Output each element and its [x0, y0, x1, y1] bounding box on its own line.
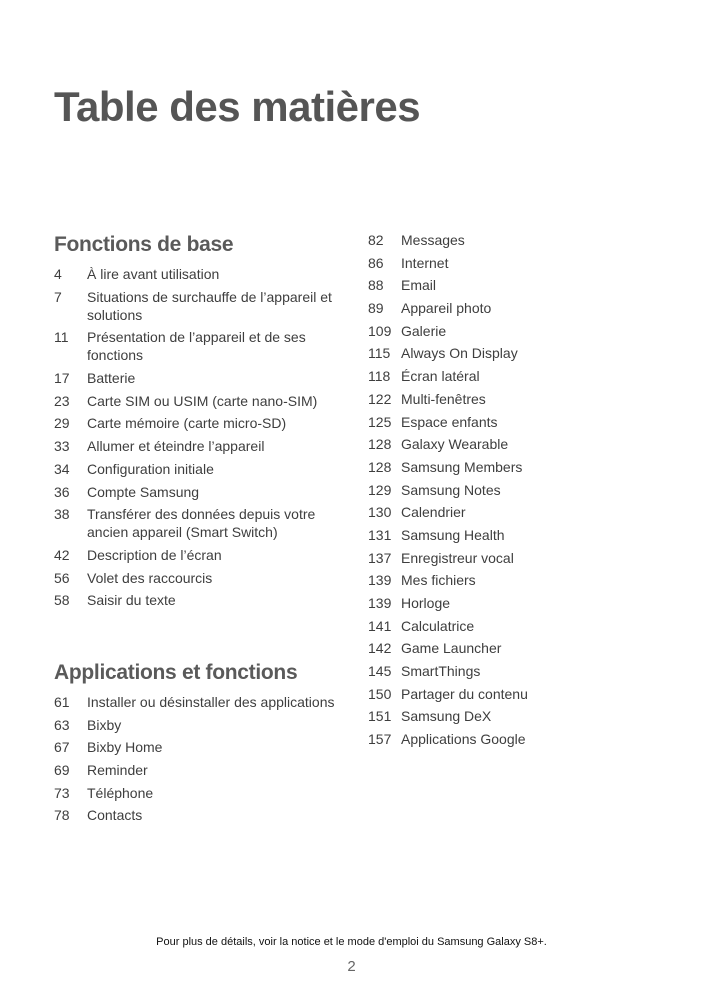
toc-entry-label: Compte Samsung [87, 483, 200, 500]
toc-entry-page-number: 128 [368, 458, 392, 475]
toc-entry[interactable] [368, 685, 668, 703]
toc-list-fonctions-de-base [54, 265, 344, 609]
toc-entry[interactable] [54, 569, 344, 587]
toc-entry-page-number: 36 [54, 483, 70, 500]
toc-entry-label: Samsung Members [401, 458, 523, 475]
toc-entry[interactable] [54, 392, 344, 410]
toc-entry-label: Partager du contenu [401, 685, 528, 702]
toc-entry-page-number: 34 [54, 460, 70, 477]
toc-entry-page-number: 61 [54, 693, 70, 710]
toc-entry-page-number: 145 [368, 663, 392, 680]
toc-entry-label: Allumer et éteindre l’appareil [87, 438, 265, 455]
toc-entry-page-number: 23 [54, 392, 70, 409]
toc-entry-page-number: 109 [368, 322, 392, 339]
toc-entry-page-number: 128 [368, 436, 392, 453]
toc-entry-page-number: 130 [368, 504, 392, 521]
toc-entry-page-number: 58 [54, 592, 70, 609]
toc-entry[interactable] [368, 435, 668, 453]
page-title: Table des matières [54, 83, 421, 130]
toc-entry[interactable] [54, 414, 344, 432]
toc-entry-page-number: 157 [368, 731, 392, 748]
toc-entry-page-number: 78 [54, 807, 70, 824]
toc-entry[interactable] [54, 288, 344, 324]
toc-entry[interactable] [368, 549, 668, 567]
section-heading-fonctions-de-base: Fonctions de base [54, 233, 234, 256]
toc-entry-label: Samsung DeX [401, 708, 492, 725]
toc-entry-page-number: 137 [368, 549, 392, 566]
toc-entry[interactable] [368, 617, 668, 635]
toc-entry-page-number: 131 [368, 526, 392, 543]
toc-entry-label: Calendrier [401, 504, 466, 521]
toc-entry[interactable] [54, 591, 344, 609]
toc-entry-label: Description de l’écran [87, 546, 222, 563]
toc-entry[interactable] [54, 761, 344, 779]
toc-entry-label: Internet [401, 254, 449, 271]
section-spacer [54, 614, 344, 658]
toc-entry-page-number: 129 [368, 481, 392, 498]
toc-list-applications-part-1 [54, 693, 344, 824]
toc-entry[interactable] [54, 265, 344, 283]
toc-entry-label: Email [401, 277, 437, 294]
toc-entry-page-number: 89 [368, 300, 384, 317]
toc-entry-page-number: 11 [54, 329, 69, 346]
toc-entry-page-number: 42 [54, 546, 70, 563]
toc-entry[interactable] [54, 328, 344, 364]
toc-entry[interactable] [368, 344, 668, 362]
toc-entry[interactable] [54, 546, 344, 564]
toc-entry[interactable] [368, 367, 668, 385]
toc-right-column [368, 231, 668, 753]
toc-entry-label: Calculatrice [401, 617, 475, 634]
toc-entry-label: Multi-fenêtres [401, 390, 486, 407]
toc-entry[interactable] [54, 505, 344, 541]
toc-entry-label: Écran latéral [401, 368, 480, 385]
toc-entry-page-number: 125 [368, 413, 392, 430]
toc-entry[interactable] [368, 231, 668, 249]
toc-entry-page-number: 86 [368, 254, 384, 271]
toc-entry[interactable] [54, 483, 344, 501]
toc-entry[interactable] [368, 481, 668, 499]
toc-entry-label: Reminder [87, 762, 148, 778]
toc-entry-label: Always On Display [401, 345, 518, 362]
toc-entry-label: Galaxy Wearable [401, 436, 509, 453]
toc-entry-page-number: 88 [368, 277, 384, 294]
toc-entry-label: Horloge [401, 595, 451, 611]
toc-entry[interactable] [54, 784, 344, 802]
footer-note: Pour plus de détails, voir la notice et le mode d'emploi du Samsung Galaxy S8+. [156, 936, 547, 948]
toc-entry[interactable] [54, 460, 344, 478]
toc-entry-label: Présentation de l’appareil et de ses fonctions [87, 329, 306, 364]
toc-entry-label: Carte mémoire (carte micro-SD) [87, 415, 287, 432]
toc-entry-label: Contacts [87, 807, 143, 824]
toc-entry-page-number: 7 [54, 288, 62, 305]
toc-entry[interactable] [368, 299, 668, 317]
toc-left-column [54, 230, 344, 829]
toc-entry-page-number: 29 [54, 415, 70, 432]
toc-entry-label: Volet des raccourcis [87, 569, 213, 586]
toc-entry-label: Batterie [87, 370, 136, 387]
toc-entry[interactable] [368, 276, 668, 294]
toc-entry-page-number: 38 [54, 506, 70, 523]
toc-entry-page-number: 139 [368, 572, 392, 589]
toc-entry-label: Téléphone [87, 784, 154, 801]
toc-entry[interactable] [368, 707, 668, 725]
toc-entry-page-number: 33 [54, 438, 70, 455]
toc-entry[interactable] [368, 662, 668, 680]
toc-entry[interactable] [54, 693, 344, 711]
toc-entry-label: SmartThings [401, 663, 481, 680]
toc-entry[interactable] [368, 730, 668, 748]
toc-entry-page-number: 122 [368, 390, 392, 407]
toc-entry-label: Espace enfants [401, 413, 498, 430]
toc-entry-page-number: 141 [368, 617, 392, 634]
toc-entry[interactable] [54, 806, 344, 824]
toc-entry-page-number: 115 [368, 345, 391, 362]
toc-entry-label: Saisir du texte [87, 592, 176, 609]
toc-entry[interactable] [54, 369, 344, 387]
toc-entry-label: Transférer des données depuis votre ancien appareil (Smart Switch) [87, 506, 316, 541]
toc-entry-label: Mes fichiers [401, 572, 476, 589]
toc-entry[interactable] [368, 594, 668, 612]
toc-entry-label: Enregistreur vocal [401, 549, 514, 566]
toc-entry[interactable] [54, 738, 344, 756]
toc-entry-page-number: 139 [368, 595, 392, 611]
section-heading-applications-et-fonctions: Applications et fonctions [54, 660, 298, 684]
toc-entry-label: Applications Google [401, 731, 526, 748]
toc-entry[interactable] [368, 458, 668, 476]
toc-entry[interactable] [54, 437, 344, 455]
toc-entry-label: Configuration initiale [87, 460, 214, 477]
toc-entry-page-number: 151 [368, 708, 392, 725]
toc-entry-page-number: 17 [54, 370, 70, 387]
toc-entry[interactable] [368, 254, 668, 272]
toc-entry-page-number: 73 [54, 784, 70, 801]
toc-entry-page-number: 69 [54, 762, 70, 778]
toc-entry-page-number: 63 [54, 716, 70, 733]
toc-entry-label: Samsung Notes [401, 481, 501, 498]
toc-entry-page-number: 56 [54, 569, 70, 586]
toc-entry[interactable] [368, 413, 668, 431]
toc-entry-label: Installer ou désinstaller des applications [87, 693, 335, 710]
toc-entry-page-number: 82 [368, 232, 384, 248]
toc-entry[interactable] [368, 322, 668, 340]
toc-entry[interactable] [368, 503, 668, 521]
toc-entry-page-number: 142 [368, 640, 392, 657]
toc-entry-page-number: 4 [54, 266, 62, 282]
toc-entry-label: Carte SIM ou USIM (carte nano-SIM) [87, 392, 318, 409]
toc-entry[interactable] [368, 639, 668, 657]
toc-entry-page-number: 150 [368, 685, 392, 702]
toc-entry[interactable] [54, 716, 344, 734]
toc-entry-page-number: 118 [368, 368, 391, 385]
toc-entry-label: À lire avant utilisation [87, 266, 220, 282]
toc-entry-page-number: 67 [54, 739, 70, 756]
toc-entry[interactable] [368, 571, 668, 589]
toc-entry-label: Situations de surchauffe de l’appareil et solutions [87, 288, 332, 323]
toc-entry-label: Galerie [401, 322, 447, 339]
toc-entry-label: Messages [401, 232, 465, 248]
toc-entry-label: Samsung Health [401, 526, 505, 543]
toc-list-applications-part-2 [368, 231, 668, 748]
toc-entry[interactable] [368, 390, 668, 408]
toc-entry-label: Bixby Home [87, 739, 163, 756]
toc-entry-label: Bixby [87, 716, 122, 733]
page-number: 2 [347, 958, 356, 975]
toc-entry-label: Appareil photo [401, 300, 492, 317]
toc-entry[interactable] [368, 526, 668, 544]
toc-entry-label: Game Launcher [401, 640, 502, 657]
